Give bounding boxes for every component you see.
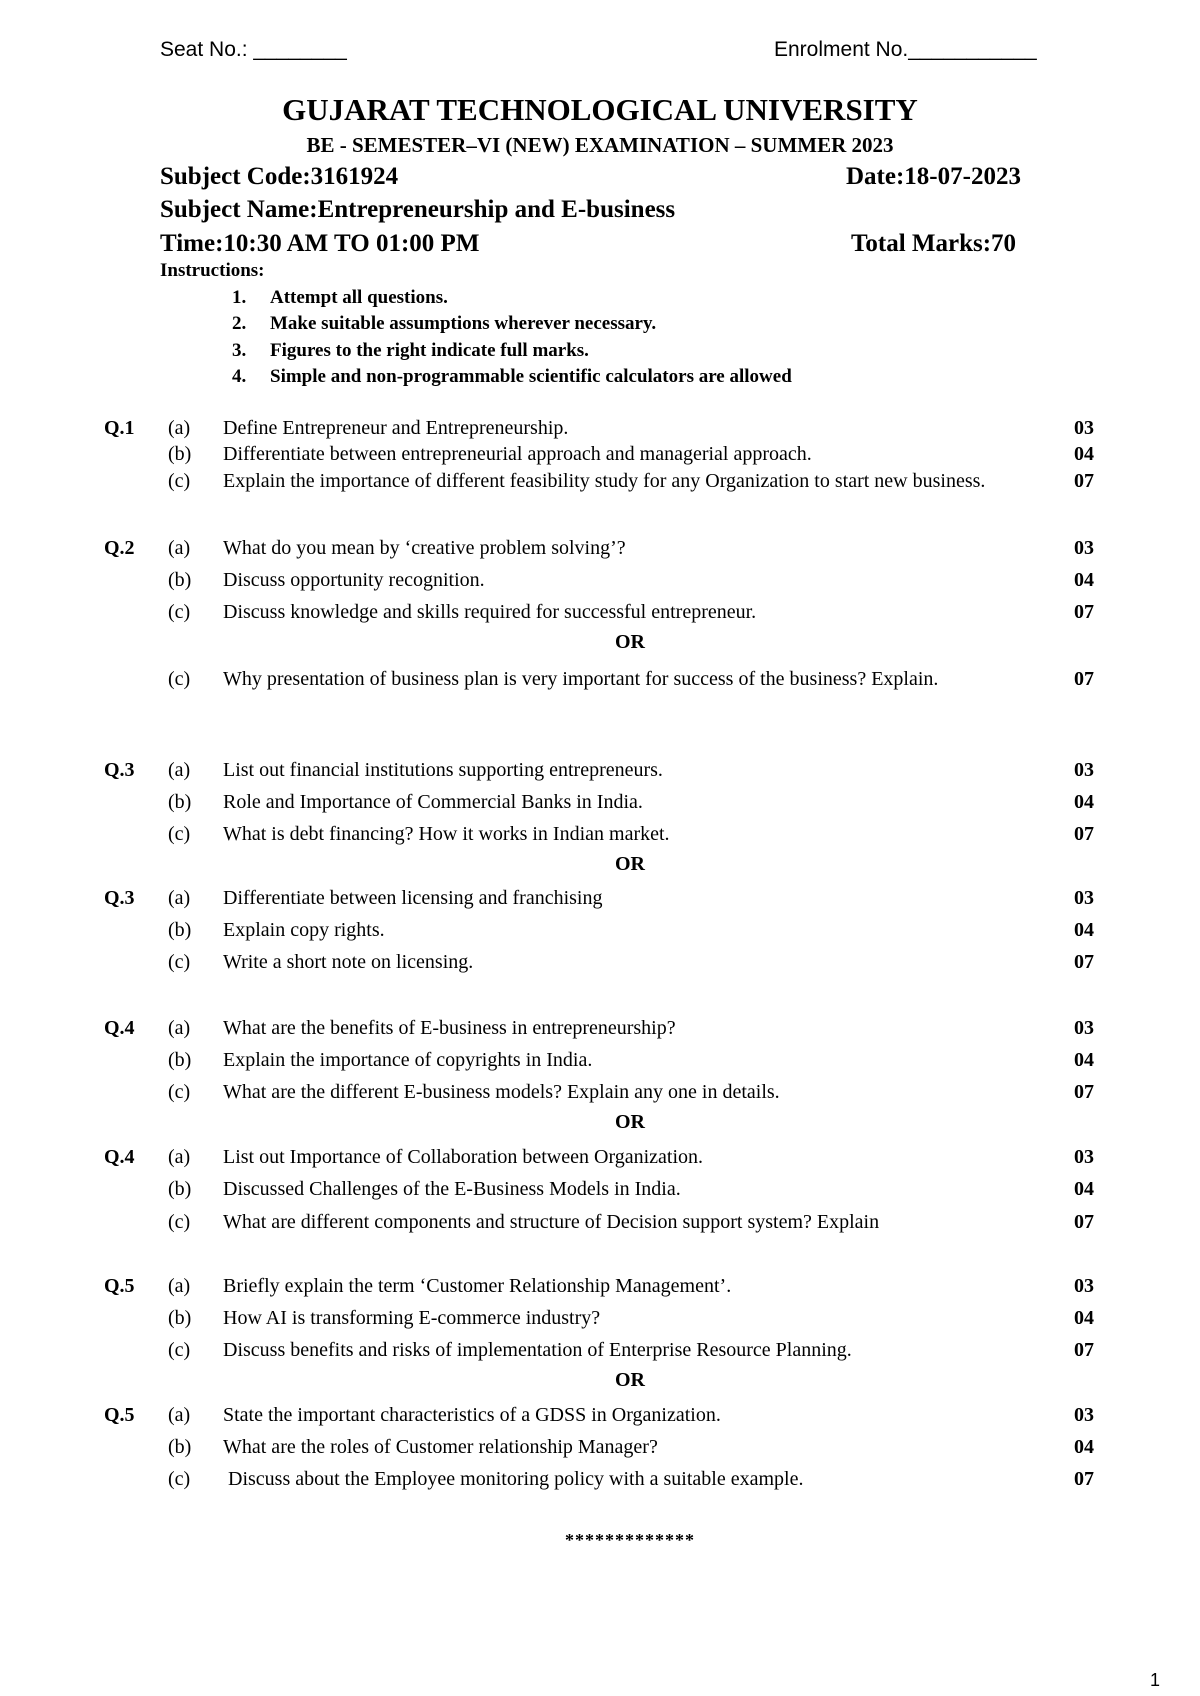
part-label: (a) (168, 417, 191, 439)
part-label: (c) (168, 1211, 191, 1233)
question-text: Write a short note on licensing. (223, 951, 474, 973)
instruction-text: Attempt all questions. (270, 287, 448, 308)
end-of-paper-stars: ************* (565, 1530, 695, 1550)
part-label: (c) (168, 1339, 191, 1361)
question-text: List out Importance of Collaboration between Organization. (223, 1146, 704, 1168)
question-number: Q.3 (104, 887, 135, 909)
marks: 03 (1074, 887, 1094, 909)
part-label: (a) (168, 1275, 191, 1297)
part-label: (a) (168, 1146, 191, 1168)
instruction-number: 3. (232, 340, 247, 361)
marks: 04 (1074, 569, 1094, 591)
part-label: (b) (168, 1049, 192, 1071)
marks: 07 (1074, 823, 1094, 845)
part-label: (a) (168, 1404, 191, 1426)
seat-no: Seat No.: ________ (160, 38, 347, 61)
part-label: (c) (168, 668, 191, 690)
exam-date: Date:18-07-2023 (846, 163, 1021, 190)
question-text: What are the benefits of E-business in entrepreneurship? (223, 1017, 676, 1039)
part-label: (a) (168, 537, 191, 559)
marks: 03 (1074, 1275, 1094, 1297)
question-text: Role and Importance of Commercial Banks in India. (223, 791, 643, 813)
marks: 03 (1074, 417, 1094, 439)
question-number: Q.5 (104, 1404, 135, 1426)
part-label: (c) (168, 470, 191, 492)
question-text: Explain the importance of copyrights in India. (223, 1049, 593, 1071)
or-separator: OR (615, 631, 645, 653)
total-marks: Total Marks:70 (851, 230, 1017, 257)
question-number: Q.5 (104, 1275, 135, 1297)
part-label: (b) (168, 569, 192, 591)
marks: 04 (1074, 1178, 1094, 1200)
instruction-text: Make suitable assumptions wherever necessary. (270, 313, 657, 334)
marks: 07 (1074, 951, 1094, 973)
marks: 07 (1074, 668, 1094, 690)
question-number: Q.1 (104, 417, 135, 439)
question-text: What are different components and structure of Decision support system? Explain (223, 1211, 880, 1233)
part-label: (a) (168, 887, 191, 909)
marks: 07 (1074, 1339, 1094, 1361)
instruction-item (232, 340, 589, 362)
marks: 03 (1074, 759, 1094, 781)
marks: 03 (1074, 537, 1094, 559)
part-label: (c) (168, 1081, 191, 1103)
part-label: (c) (168, 951, 191, 973)
question-number: Q.3 (104, 759, 135, 781)
instruction-number: 4. (232, 366, 247, 387)
university-title: GUJARAT TECHNOLOGICAL UNIVERSITY (282, 92, 918, 127)
marks: 04 (1074, 443, 1094, 465)
question-text: What are the roles of Customer relationship Manager? (223, 1436, 658, 1458)
marks: 04 (1074, 919, 1094, 941)
marks: 04 (1074, 1436, 1094, 1458)
exam-title: BE - SEMESTER–VI (NEW) EXAMINATION – SUMMER 2023 (306, 133, 894, 157)
instruction-item (232, 287, 448, 309)
marks: 07 (1074, 1468, 1094, 1490)
question-text: Briefly explain the term ‘Customer Relationship Management’. (223, 1275, 732, 1297)
question-text: Define Entrepreneur and Entrepreneurship. (223, 417, 569, 439)
subject-code: Subject Code:3161924 (160, 163, 399, 190)
question-text: Explain the importance of different feasibility study for any Organization to start new business. (223, 470, 986, 492)
part-label: (c) (168, 1468, 191, 1490)
marks: 07 (1074, 601, 1094, 623)
marks: 07 (1074, 1211, 1094, 1233)
instruction-item (232, 366, 792, 388)
question-text: What are the different E-business models? Explain any one in details. (223, 1081, 780, 1103)
question-text: What do you mean by ‘creative problem solving’? (223, 537, 626, 559)
or-separator: OR (615, 853, 645, 875)
question-text: Discuss opportunity recognition. (223, 569, 485, 591)
page-number: 1 (1150, 1670, 1161, 1690)
part-label: (a) (168, 1017, 191, 1039)
part-label: (b) (168, 443, 192, 465)
part-label: (c) (168, 601, 191, 623)
question-text: Discuss about the Employee monitoring policy with a suitable example. (223, 1468, 804, 1490)
question-text: Differentiate between entrepreneurial approach and managerial approach. (223, 443, 812, 465)
marks: 03 (1074, 1404, 1094, 1426)
part-label: (b) (168, 1307, 192, 1329)
part-label: (b) (168, 919, 192, 941)
question-text: Explain copy rights. (223, 919, 385, 941)
instruction-item (232, 313, 656, 335)
part-label: (b) (168, 1178, 192, 1200)
question-text: Why presentation of business plan is very important for success of the business? Explain. (223, 668, 939, 690)
question-text: Differentiate between licensing and franchising (223, 887, 603, 909)
question-text: What is debt financing? How it works in Indian market. (223, 823, 670, 845)
instruction-number: 1. (232, 287, 247, 308)
marks: 04 (1074, 791, 1094, 813)
question-text: Discuss knowledge and skills required for successful entrepreneur. (223, 601, 757, 623)
exam-time: Time:10:30 AM TO 01:00 PM (160, 230, 480, 257)
marks: 03 (1074, 1146, 1094, 1168)
marks: 07 (1074, 470, 1094, 492)
question-number: Q.4 (104, 1017, 135, 1039)
marks: 04 (1074, 1307, 1094, 1329)
question-text: Discuss benefits and risks of implementation of Enterprise Resource Planning. (223, 1339, 852, 1361)
question-text: How AI is transforming E-commerce industry? (223, 1307, 601, 1329)
question-text: Discussed Challenges of the E-Business Models in India. (223, 1178, 681, 1200)
question-number: Q.2 (104, 537, 135, 559)
or-separator: OR (615, 1111, 645, 1133)
instruction-text: Simple and non-programmable scientific calculators are allowed (270, 366, 792, 387)
part-label: (b) (168, 791, 192, 813)
part-label: (a) (168, 759, 191, 781)
instructions-title: Instructions: (160, 260, 265, 281)
instruction-number: 2. (232, 313, 247, 334)
part-label: (b) (168, 1436, 192, 1458)
question-text: List out financial institutions supporting entrepreneurs. (223, 759, 663, 781)
or-separator: OR (615, 1369, 645, 1391)
part-label: (c) (168, 823, 191, 845)
enrolment-no: Enrolment No.___________ (774, 38, 1037, 61)
subject-name: Subject Name:Entrepreneurship and E-business (160, 196, 676, 223)
question-number: Q.4 (104, 1146, 135, 1168)
marks: 07 (1074, 1081, 1094, 1103)
marks: 04 (1074, 1049, 1094, 1071)
instruction-text: Figures to the right indicate full marks. (270, 340, 589, 361)
question-text: State the important characteristics of a GDSS in Organization. (223, 1404, 721, 1426)
marks: 03 (1074, 1017, 1094, 1039)
